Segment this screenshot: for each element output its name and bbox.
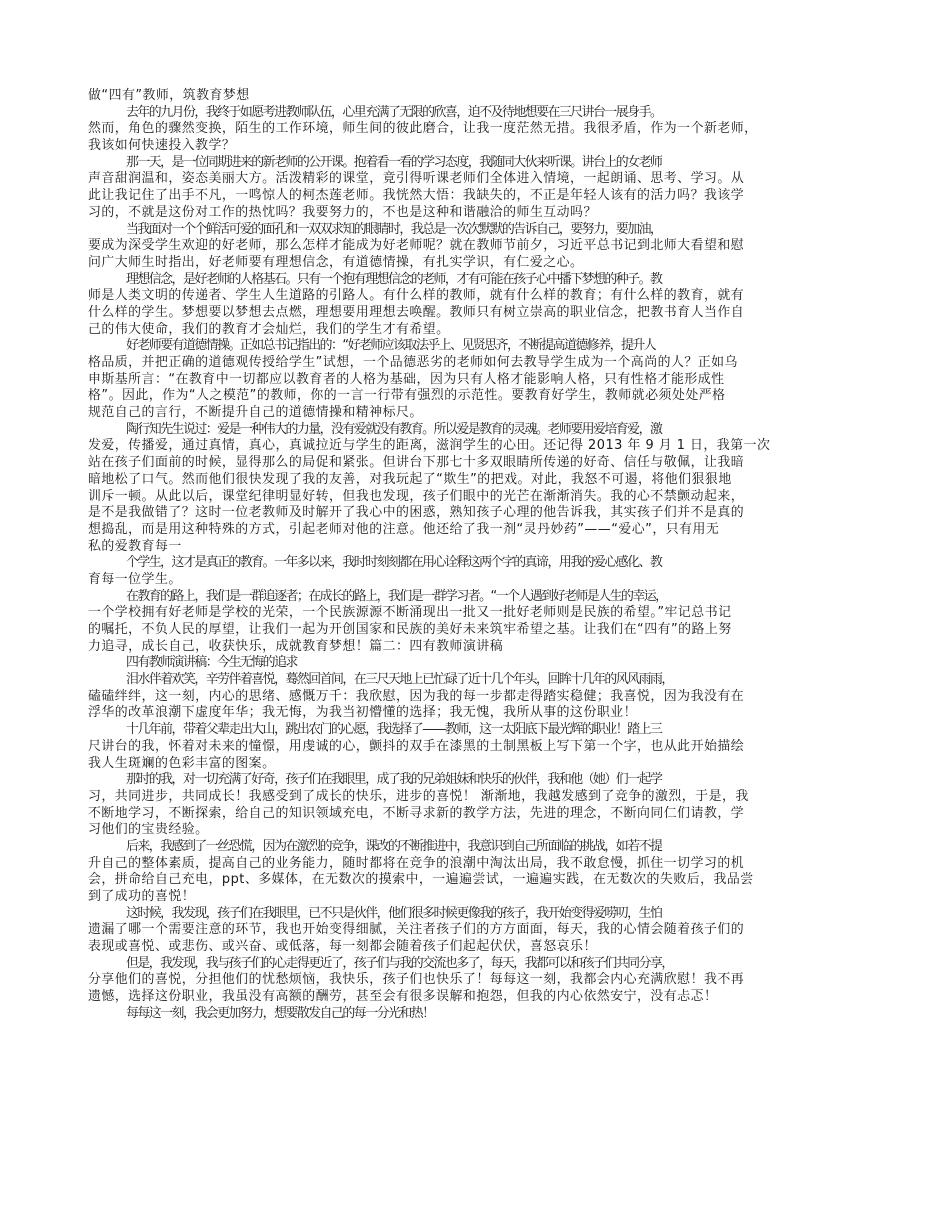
text-line: 遗漏了哪一个需要注意的环节，我也开始变得细腻，关注者孩子们的方方面面，每天，我的心情会随着孩子们的 [88, 922, 745, 938]
text-line: 要成为深受学生欢迎的好老师，那么怎样才能成为好老师呢？就在教师节前夕，习近平总书记到北师大看望和慰 [88, 238, 745, 254]
text-line: 规范自己的言行，不断提升自己的道德情操和精神标尺。 [88, 405, 423, 421]
text-line: 申斯基所言：“在教育中一切都应以教育者的人格为基础，因为只有人格才能影响人格，只有性格才能形成性 [88, 371, 725, 387]
text-line: 发爱，传播爱，通过真情，真心，真诚拉近与学生的距离，滋润学生的心田。还记得 2013 年 9 月 1 日，我第一次 [88, 438, 771, 454]
text-line: 我该如何快速投入教学？ [88, 138, 236, 154]
text-line: 力追寻，成长自己，收获快乐，成就教育梦想！篇二：四有教师演讲稿 [88, 638, 504, 654]
text-line: 浮华的改革浪潮下虚度年华；我无悔，为我当初懵懂的选择；我无愧，我所从事的这份职业！ [88, 705, 638, 721]
text-line: 升自己的整体素质，提高自己的业务能力，随时都将在竞争的浪潮中淘汰出局，我不敢怠慢，抓住一切学习的机 [88, 855, 745, 871]
text-line: 但是，我发现，我与孩子们的心走得更近了，孩子们与我的交流也多了，每天，我都可以和孩子们共同分享， [126, 955, 673, 971]
text-line: 问广大师生时指出，好老师要有理想信念，有道德情操，有扎实学识，有仁爱之心。 [88, 254, 584, 270]
text-line: 习，共同进步，共同成长！我感受到了成长的快乐，进步的喜悦！ 渐渐地，我越发感到了竞争的激烈，于是，我 [88, 788, 749, 804]
text-line: 是不是我做错了？这时一位老教师及时解开了我心中的困惑，熟知孩子心理的他告诉我，其实孩子们并不是真的 [88, 505, 745, 521]
text-line: 训斥一顿。从此以后，课堂纪律明显好转，但我也发现，孩子们眼中的光芒在渐渐消失。我的心不禁颤动起来， [88, 488, 745, 504]
text-line: 声音甜润温和，姿态美丽大方。活泼精彩的课堂，竟引得听课老师们全体进入情境，一起朗诵、思考、学习。从 [88, 171, 745, 187]
text-line: 暗地松了口气。然而他们很快发现了我的友善，对我玩起了“欺生”的把戏。对此，我怒不可遏，将他们狠狠地 [88, 471, 732, 487]
text-line: 己的伟大使命，我们的教育才会灿烂，我们的学生才有希望。 [88, 321, 450, 337]
text-line: 四有教师演讲稿：今生无悔的追求 [126, 655, 297, 671]
text-line: 好老师要有道德情操。正如总书记指出的：“好老师应该取法乎上、见贤思齐，不断提高道德修养，提升人 [126, 338, 656, 354]
text-line: 当我面对一个个鲜活可爱的面孔和一双双求知的眼睛时，我总是一次次默默的告诉自己，要努力，要加油， [126, 221, 662, 237]
text-line: 分享他们的喜悦，分担他们的忧愁烦恼，我快乐，孩子们也快乐了！每每这一刻，我都会内心充满欣慰！我不再 [88, 972, 745, 988]
text-line: 习他们的宝贵经验。 [88, 822, 209, 838]
text-line: 我人生斑斓的色彩丰富的图案。 [88, 755, 276, 771]
text-line: 格”。因此，作为“人之模范”的教师，你的一言一行带有强烈的示范性。要教育好学生，教师就必须处处严格 [88, 388, 726, 404]
text-line: 育每一位学生。 [88, 571, 182, 587]
text-line: 的嘱托，不负人民的厚望，让我们一起为开创国家和民族的美好未来筑牢希望之基。让我们在“四有”的路上努 [88, 622, 732, 637]
text-line: 理想信念，是好老师的人格基石。只有一个抱有理想信念的老师，才有可能在孩子心中播下梦想的种子。教 [126, 271, 662, 287]
text-line: 私的爱教育每一 [88, 538, 182, 554]
document-title: 做“四有”教师，筑教育梦想 [88, 88, 250, 103]
text-line: 习的，不就是这份对工作的热忱吗？我要努力的，不也是这种和谐融洽的师生互动吗？ [88, 204, 597, 220]
text-line: 那一天，是一位同期进来的新老师的公开课。抱着看一看的学习态度，我随同大伙来听课。讲台上的女老师 [126, 154, 662, 170]
text-line: 格品质，并把正确的道德观传授给学生”试想，一个品德恶劣的老师如何去教导学生成为一个高尚的人？正如乌 [88, 355, 738, 370]
text-line: 磕磕绊绊，这一刻，内心的思绪、感慨万千：我欣慰，因为我的每一步都走得踏实稳健；我喜悦，因为我没有在 [88, 688, 745, 704]
text-line: 这时候，我发现，孩子们在我眼里，已不只是伙伴，他们很多时候更像我的孩子，我开始变得爱唠叨，生怕 [126, 905, 662, 921]
document-body [88, 88, 862, 1023]
text-line: 一个学校拥有好老师是学校的光荣，一个民族源源不断涌现出一批又一批好老师则是民族的希望。”牢记总书记 [88, 605, 732, 621]
text-line: 每每这一刻，我会更加努力，想要散发自己的每一分光和热！ [126, 1005, 434, 1021]
text-line: 个学生，这才是真正的教育。一年多以来，我时时刻刻都在用心诠释这两个字的真谛，用我的爱心感化、教 [126, 555, 662, 571]
text-line: 站在孩子们面前的时候，显得那么的局促和紧张。但讲台下那七十多双眼睛所传递的好奇、信任与敬佩，让我暗 [88, 455, 745, 471]
text-line: 在教育的路上，我们是一群追逐者；在成长的路上，我们是一群学习者。“一个人遇到好老师是人生的幸运， [126, 588, 667, 604]
text-line: 不断地学习，不断探索，给自己的知识领域充电，不断寻求新的教学方法，先进的理念，不断向同仁们请教，学 [88, 805, 745, 821]
text-line: 后来，我感到了一丝恐慌，因为在激烈的竞争，课改的不断推进中，我意识到自己所面临的挑战，如若不提 [126, 838, 662, 854]
text-line: 表现或喜悦、或悲伤、或兴奋、或低落，每一刻都会随着孩子们起起伏伏，喜怒哀乐！ [88, 939, 597, 955]
text-line: 泪水伴着欢笑，辛劳伴着喜悦，蓦然回首间，在三尺天地上已忙碌了近十几个年头，回眸十几年的风风雨雨， [126, 672, 673, 688]
text-line: 尺讲台的我，怀着对未来的憧憬，用虔诚的心，颤抖的双手在漆黑的土制黑板上写下第一个字，也从此开始描绘 [88, 738, 745, 754]
text-line: 此让我记住了出手不凡，一鸣惊人的柯杰莲老师。我恍然大悟：我缺失的，不正是年轻人该有的活力吗？我该学 [88, 188, 745, 204]
text-line: 会，拼命给自己充电，ppt、多媒体，在无数次的摸索中，一遍遍尝试，一遍遍实践，在无数次的失败后，我品尝 [88, 872, 754, 888]
text-line: 到了成功的喜悦！ [88, 889, 196, 904]
text-line: 什么样的学生。梦想要以梦想去点燃，理想要用理想去唤醒。教师只有树立崇高的职业信念，把教书育人当作自 [88, 304, 745, 320]
text-line: 去年的九月份，我终于如愿考进教师队伍，心里充满了无限的欣喜，迫不及待地想要在三尺讲台一展身手。 [126, 104, 662, 120]
text-line: 那时的我，对一切充满了好奇，孩子们在我眼里，成了我的兄弟姐妹和快乐的伙伴，我和他（她）们一起学 [126, 772, 662, 788]
text-line: 十几年前，带着父辈走出大山，跳出农门的心愿，我选择了——教师，这一太阳底下最光辉的职业！踏上三 [126, 722, 662, 738]
text-line: 想捣乱，而是用这种特殊的方式，引起老师对他的注意。他还给了我一剂“灵丹妙药”——“爱心”，只有用无 [88, 521, 720, 537]
text-line: 然而，角色的骤然变换，陌生的工作环境，师生间的彼此磨合，让我一度茫然无措。我很矛盾，作为一个新老师， [88, 121, 758, 137]
text-line: 遗憾，选择这份职业，我虽没有高额的酬劳，甚至会有很多误解和抱怨，但我的内心依然安宁，没有忐忑！ [88, 989, 718, 1005]
text-line: 陶行知先生说过：爱是一种伟大的力量，没有爱就没有教育。所以爱是教育的灵魂。老师要用爱培育爱，激 [126, 421, 662, 437]
text-line: 师是人类文明的传递者、学生人生道路的引路人。有什么样的教师，就有什么样的教育；有什么样的教育，就有 [88, 288, 745, 304]
